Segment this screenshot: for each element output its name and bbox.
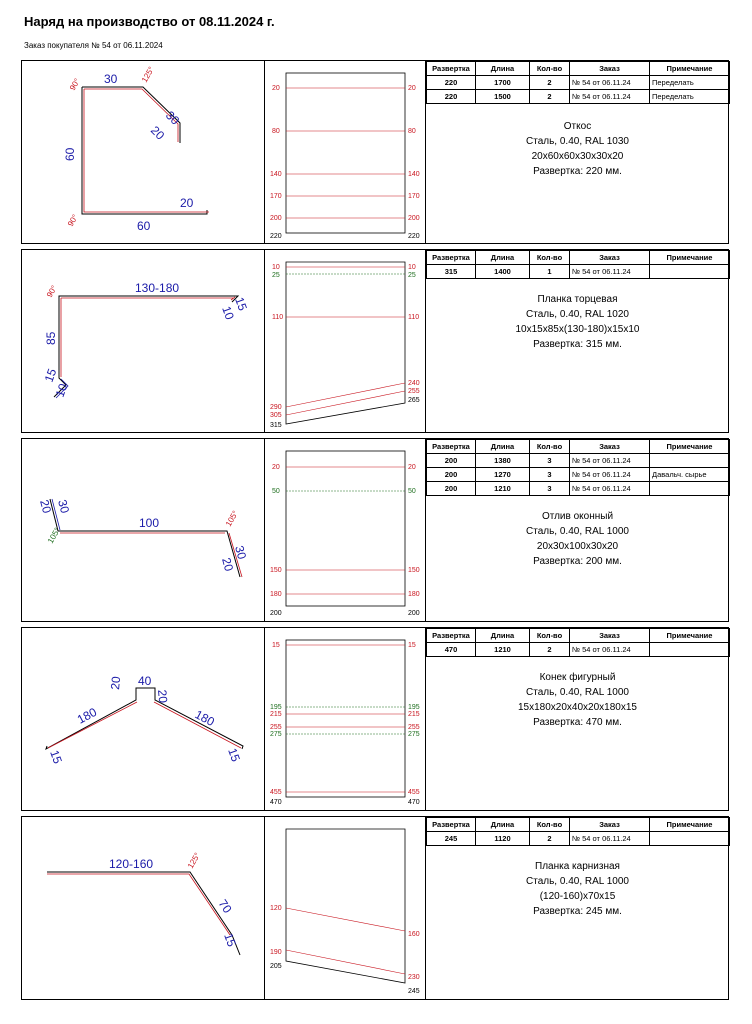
mark-label: 180 [408,591,420,598]
cell-order: № 54 от 06.11.24 [570,90,650,104]
table-row [427,482,730,496]
cell-note: Переделать [650,76,730,90]
bending-marks-drawing [265,817,426,1001]
cell-length: 1500 [476,90,530,104]
angle-label: 125° [139,65,157,84]
cell-note: Давальч. сырье [650,468,730,482]
item-block-planka-karniznaya [21,816,729,1000]
mark-label: 195 [408,704,420,711]
mark-label: 20 [272,464,280,471]
angle-label: 90° [44,284,59,299]
table-header-row [427,629,730,643]
mark-label: 10 [408,264,416,271]
cell-order: № 54 от 06.11.24 [570,468,650,482]
dim-label: 70 [215,896,235,916]
mark-label: 170 [408,193,420,200]
mark-label: 200 [270,215,282,222]
item-razvertka: Развертка: 245 мм. [533,906,622,917]
cell-qty: 2 [530,832,570,846]
dim-label: 10 [52,381,71,400]
mark-label: 10 [272,264,280,271]
cell-qty: 3 [530,482,570,496]
item-razvertka: Развертка: 315 мм. [533,339,622,350]
dim-label: 20 [147,123,168,143]
table-row [427,643,730,657]
item-formula: 15x180x20x40x20x180x15 [518,702,637,713]
item-name: Планка торцевая [537,294,618,305]
dim-label: 180 [74,704,100,727]
mark-label: 290 [270,404,282,411]
cell-note [650,265,730,279]
mark-label: 195 [270,704,282,711]
table-header-row [427,440,730,454]
item-block-otkos [21,60,729,244]
cell-razvertka: 200 [427,468,476,482]
column-header: Заказ [570,629,650,643]
bending-marks-drawing [265,439,426,623]
mark-label: 265 [408,397,420,404]
table-header-row [427,818,730,832]
item-block-otliv-okonnyy [21,438,729,622]
bending-marks-cell [265,628,426,810]
column-header: Кол-во [530,440,570,454]
item-block-planka-torcevaya [21,249,729,433]
table-header-row [427,62,730,76]
mark-label: 150 [408,567,420,574]
cell-qty: 3 [530,454,570,468]
cell-length: 1700 [476,76,530,90]
cell-length: 1210 [476,482,530,496]
table-row [427,454,730,468]
dim-label: 60 [137,219,151,233]
dim-label: 10 [219,304,237,322]
table-header-row [427,251,730,265]
profile-drawing-cell [22,817,265,999]
dim-label: 15 [232,295,250,313]
bending-marks-drawing [265,61,426,245]
item-formula: (120-160)x70x15 [539,891,616,902]
table-row [427,468,730,482]
column-header: Развертка [427,251,476,265]
column-header: Длина [476,818,530,832]
mark-label: 255 [408,724,420,731]
mark-label: 160 [408,931,420,938]
bending-marks-cell [265,817,426,999]
cell-razvertka: 220 [427,90,476,104]
dim-label: 20 [219,556,237,573]
item-description [426,292,729,352]
column-header: Заказ [570,440,650,454]
angle-label: 90° [67,77,82,92]
cell-order: № 54 от 06.11.24 [570,643,650,657]
mark-label: 470 [270,799,282,806]
profile-drawing [22,61,265,245]
dim-label: 30 [232,544,250,561]
cell-length: 1400 [476,265,530,279]
profile-drawing-cell [22,439,265,621]
mark-label: 180 [270,591,282,598]
cell-note [650,643,730,657]
mark-label: 220 [408,233,420,240]
angle-label: 105° [45,526,63,545]
column-header: Заказ [570,818,650,832]
dim-label: 60 [63,147,77,161]
cell-order: № 54 от 06.11.24 [570,454,650,468]
order-table [426,817,730,846]
item-formula: 20x30x100x30x20 [536,541,619,552]
order-info-cell [426,61,730,243]
profile-drawing [22,439,265,623]
item-formula: 10x15x85x(130-180)x15x10 [515,324,640,335]
mark-label: 230 [408,974,420,981]
item-material: Сталь, 0.40, RAL 1020 [526,309,629,320]
item-razvertka: Развертка: 200 мм. [533,556,622,567]
dim-label: 15 [225,746,243,764]
mark-label: 140 [270,171,282,178]
order-info-cell [426,250,730,432]
cell-qty: 2 [530,76,570,90]
dim-label: 20 [37,498,55,515]
column-header: Примечание [650,251,730,265]
angle-label: 105° [223,509,241,528]
mark-label: 220 [270,233,282,240]
cell-qty: 3 [530,468,570,482]
item-material: Сталь, 0.40, RAL 1000 [526,876,629,887]
item-description [426,509,729,569]
mark-label: 255 [408,388,420,395]
column-header: Примечание [650,818,730,832]
column-header: Кол-во [530,62,570,76]
mark-label: 315 [270,422,282,429]
bending-marks-drawing [265,250,426,434]
cell-length: 1120 [476,832,530,846]
dim-label: 30 [55,498,73,515]
bending-marks-drawing [265,628,426,812]
profile-drawing [22,817,265,1001]
column-header: Развертка [427,440,476,454]
mark-label: 50 [408,488,416,495]
dim-label: 180 [192,707,217,730]
mark-label: 275 [408,731,420,738]
cell-note [650,832,730,846]
column-header: Развертка [427,629,476,643]
mark-label: 305 [270,412,282,419]
mark-label: 80 [408,128,416,135]
dim-label: 15 [47,748,65,766]
bending-marks-cell [265,61,426,243]
column-header: Примечание [650,62,730,76]
profile-drawing-cell [22,628,265,810]
mark-label: 215 [270,711,282,718]
mark-label: 110 [408,314,420,321]
dim-label: 100 [139,516,160,530]
cell-order: № 54 от 06.11.24 [570,832,650,846]
order-subtitle: Заказ покупателя № 54 от 06.11.2024 [24,41,163,50]
order-table [426,628,730,657]
column-header: Заказ [570,251,650,265]
mark-label: 120 [270,905,282,912]
dim-label: 15 [41,366,60,385]
cell-razvertka: 200 [427,454,476,468]
order-table [426,61,730,104]
dim-label: 15 [221,931,239,949]
dim-label: 30 [104,72,118,86]
cell-razvertka: 220 [427,76,476,90]
item-description [426,670,729,730]
table-row [427,265,730,279]
table-row [427,90,730,104]
column-header: Развертка [427,818,476,832]
column-header: Длина [476,629,530,643]
cell-note [650,482,730,496]
dim-label: 20 [108,675,124,691]
mark-label: 275 [270,731,282,738]
dim-label: 30 [162,108,183,128]
mark-label: 20 [408,464,416,471]
mark-label: 200 [270,610,282,617]
mark-label: 215 [408,711,420,718]
table-row [427,832,730,846]
page-title: Наряд на производство от 08.11.2024 г. [24,14,275,29]
mark-label: 50 [272,488,280,495]
item-name: Отлив оконный [541,511,614,522]
cell-note: Переделать [650,90,730,104]
item-description [426,119,729,179]
column-header: Кол-во [530,251,570,265]
bending-marks-cell [265,250,426,432]
angle-label: 125° [185,851,203,870]
mark-label: 15 [408,642,416,649]
dim-label: 20 [155,689,171,704]
order-table [426,250,730,279]
item-name: Откос [563,121,592,132]
cell-qty: 1 [530,265,570,279]
cell-razvertka: 245 [427,832,476,846]
column-header: Примечание [650,440,730,454]
mark-label: 150 [270,567,282,574]
mark-label: 470 [408,799,420,806]
cell-order: № 54 от 06.11.24 [570,482,650,496]
order-table [426,439,730,496]
mark-label: 245 [408,988,420,995]
profile-drawing [22,250,265,434]
profile-drawing-cell [22,61,265,243]
mark-label: 25 [408,272,416,279]
item-description [426,859,729,919]
column-header: Развертка [427,62,476,76]
cell-qty: 2 [530,643,570,657]
column-header: Кол-во [530,629,570,643]
item-name: Конек фигурный [539,672,616,683]
item-name: Планка карнизная [535,861,620,872]
item-block-konek-figurnyy [21,627,729,811]
mark-label: 80 [272,128,280,135]
mark-label: 200 [408,215,420,222]
mark-label: 190 [270,949,282,956]
cell-order: № 54 от 06.11.24 [570,76,650,90]
item-razvertka: Развертка: 470 мм. [533,717,622,728]
cell-order: № 54 от 06.11.24 [570,265,650,279]
dim-label: 40 [138,674,152,688]
mark-label: 205 [270,963,282,970]
mark-label: 140 [408,171,420,178]
profile-drawing [22,628,265,812]
mark-label: 455 [270,789,282,796]
angle-label: 90° [65,213,80,228]
dim-label: 120-160 [109,857,154,871]
dim-label: 85 [44,331,58,345]
table-row [427,76,730,90]
mark-label: 200 [408,610,420,617]
column-header: Кол-во [530,818,570,832]
mark-label: 240 [408,380,420,387]
order-info-cell [426,628,730,810]
cell-note [650,454,730,468]
mark-label: 170 [270,193,282,200]
column-header: Примечание [650,629,730,643]
profile-drawing-cell [22,250,265,432]
cell-razvertka: 470 [427,643,476,657]
mark-label: 110 [272,314,284,321]
item-formula: 20x60x60x30x30x20 [531,151,624,162]
bending-marks-cell [265,439,426,621]
mark-label: 20 [272,85,280,92]
cell-qty: 2 [530,90,570,104]
cell-length: 1270 [476,468,530,482]
dim-label: 130-180 [135,281,180,295]
item-razvertka: Развертка: 220 мм. [533,166,622,177]
cell-razvertka: 315 [427,265,476,279]
item-material: Сталь, 0.40, RAL 1030 [526,136,629,147]
item-material: Сталь, 0.40, RAL 1000 [526,687,629,698]
cell-length: 1210 [476,643,530,657]
column-header: Длина [476,440,530,454]
mark-label: 455 [408,789,420,796]
order-info-cell [426,817,730,999]
cell-razvertka: 200 [427,482,476,496]
column-header: Длина [476,251,530,265]
item-material: Сталь, 0.40, RAL 1000 [526,526,629,537]
column-header: Заказ [570,62,650,76]
order-info-cell [426,439,730,621]
mark-label: 15 [272,642,280,649]
dim-label: 20 [180,196,194,210]
mark-label: 25 [272,272,280,279]
mark-label: 255 [270,724,282,731]
cell-length: 1380 [476,454,530,468]
column-header: Длина [476,62,530,76]
mark-label: 20 [408,85,416,92]
